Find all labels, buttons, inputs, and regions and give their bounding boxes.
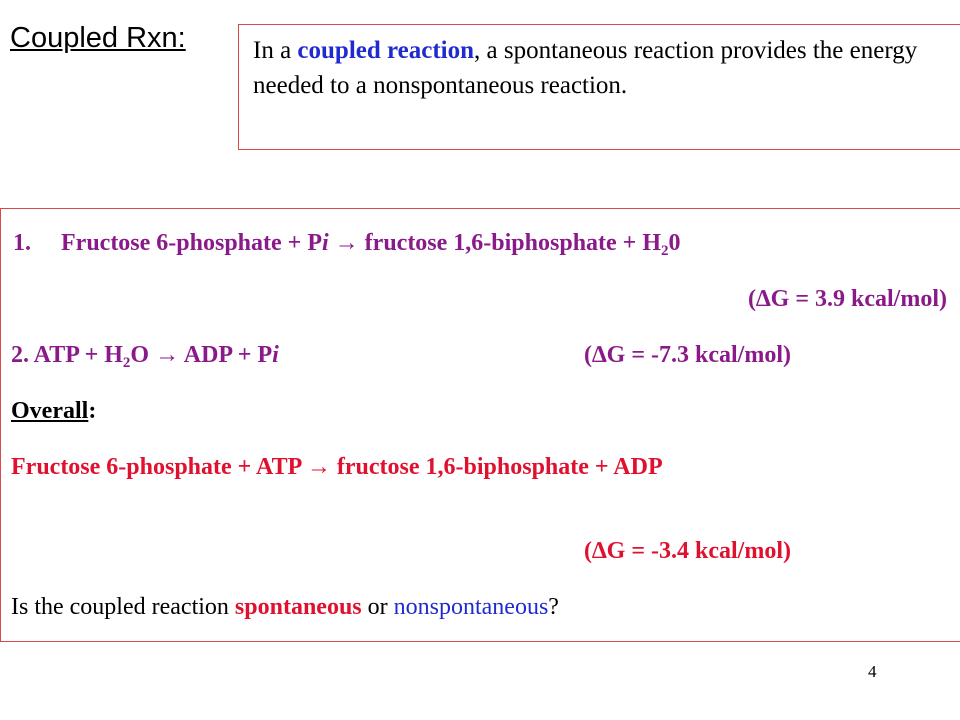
reaction-2-delta-g: (∆G = -7.3 kcal/mol) (584, 342, 791, 368)
definition-text-start: In a (253, 37, 298, 64)
question-text-c: ? (548, 594, 559, 620)
reaction-1 (13, 230, 681, 257)
reaction-2-subscript: 2 (122, 355, 131, 371)
slide-title: Coupled Rxn: (10, 22, 186, 54)
page-number: 4 (868, 662, 877, 681)
definition-box (238, 24, 960, 150)
reaction-2-italic-i: i (272, 342, 279, 368)
reaction-1-text-a: Fructose 6-phosphate + P (61, 230, 322, 256)
question-text-b: or (361, 594, 394, 620)
reaction-2-text-b: O → ADP + P (130, 342, 273, 368)
question-spontaneous: spontaneous (234, 594, 362, 620)
reaction-2 (11, 342, 279, 369)
reaction-1-subscript: 2 (661, 243, 669, 259)
reaction-1-text-c: 0 (668, 230, 681, 256)
reaction-1-italic-i: i (322, 230, 329, 256)
overall-equation: Fructose 6-phosphate + ATP → fructose 1,6-biphosphate + ADP (11, 454, 663, 480)
reaction-1-number: 1. (13, 230, 31, 256)
question (11, 594, 559, 621)
overall-label-colon: : (88, 398, 97, 424)
reaction-1-text-b: → fructose 1,6-biphosphate + H (328, 230, 662, 256)
overall-delta-g: (∆G = -3.4 kcal/mol) (584, 538, 791, 564)
reaction-1-delta-g: (∆G = 3.9 kcal/mol) (747, 286, 947, 312)
question-text-a: Is the coupled reaction (11, 594, 235, 620)
question-nonspontaneous: nonspontaneous (393, 594, 549, 620)
definition-text-end: , a spontaneous reaction provides the energy needed to a nonspontaneous reaction. (253, 37, 918, 99)
definition-keyword: coupled reaction (297, 37, 475, 64)
reaction-2-text-a: 2. ATP + H (11, 342, 123, 368)
overall-label (11, 398, 96, 425)
reactions-box (0, 208, 960, 642)
overall-label-text: Overall (11, 398, 89, 424)
